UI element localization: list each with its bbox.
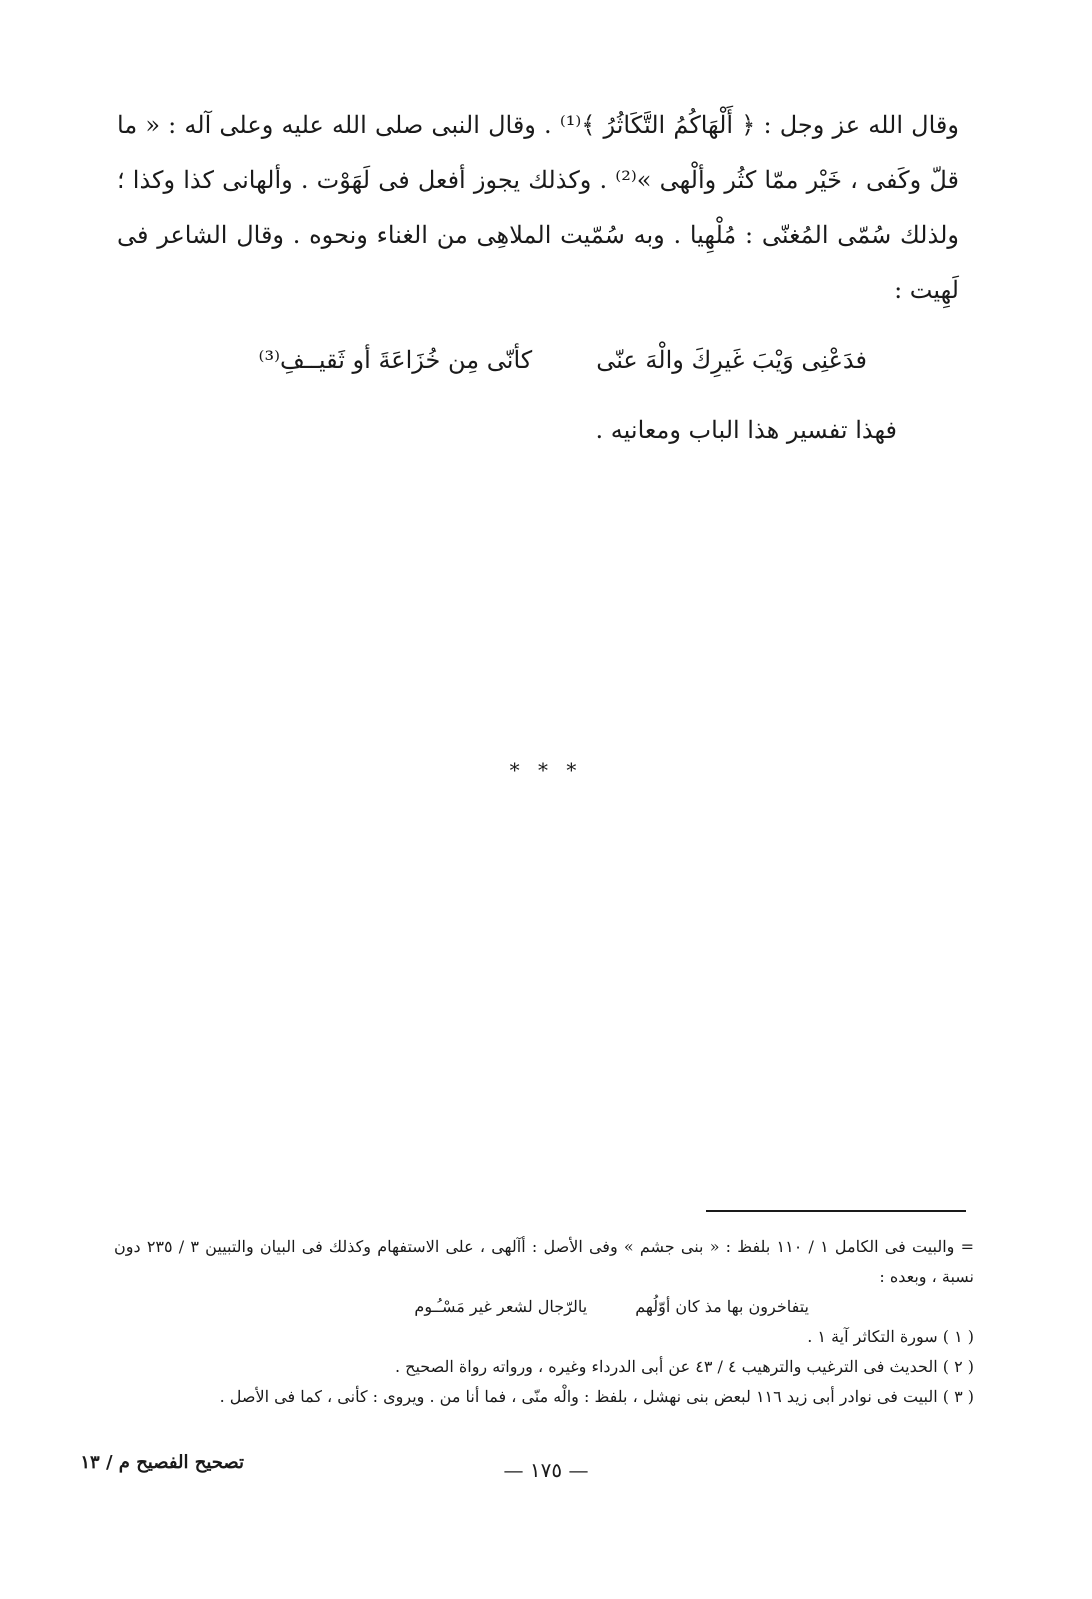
closing-sentence: فهذا تفسير هذا الباب ومعانيه . <box>595 416 897 444</box>
section-separator: * * * <box>509 758 583 782</box>
footnote-3: ( ٣ ) البيت فى نوادر أبى زيد ١١٦ لبعض بنى نهشل ، بلفظ : والْه منّى ، فما أنا من . ويروى : كأنى ، كما فى الأصل . <box>219 1387 974 1406</box>
main-paragraph: وقال الله عز وجل : ﴿ أَلْهَاكُمُ التَّكَاثُرُ ﴾⁽¹⁾ . وقال النبى صلى الله عليه وعلى آله : « ما قلّ وكَفى ، خَيْر ممّا كثُر وألْهى »⁽²⁾ . وكذلك يجوز أفعل فى لَهَوْت . وألهانى كذا وكذا ؛ ولذلك سُمّى المُغنّى : مُلْهِيا . وبه سُمّيت الملاهِى من الغناء ونحوه . وقال الشاعر فى لَهِيت : <box>117 111 959 304</box>
footnotes-block <box>114 1232 974 1412</box>
footnote-divider <box>706 1210 966 1212</box>
poem-verse <box>167 340 867 380</box>
footnote-verse-second-hemistich: يالرّجال لشعر غير مَسْـُـوم <box>414 1297 588 1316</box>
footnote-verse-first-hemistich: يتفاخرون بها مذ كان أوّلُهم <box>635 1297 809 1316</box>
footnote-1: ( ١ ) سورة التكاثر آية ١ . <box>807 1327 974 1346</box>
verse-second-hemistich: كأنّى مِن خُزَاعَةَ أو ثَقيــفِ⁽³⁾ <box>258 346 533 374</box>
verse-first-hemistich: فدَعْنِى وَيْبَ غَيرِكَ والْهَ عنّى <box>596 346 867 374</box>
signature-mark: تصحيح الفصيح م / ١٣ <box>80 1452 244 1473</box>
page-footer <box>0 1452 1092 1492</box>
footnote-2: ( ٢ ) الحديث فى الترغيب والترهيب ٤ / ٤٣ عن أبى الدرداء وغيره ، ورواته رواة الصحيح . <box>394 1357 974 1376</box>
page-number: — ١٧٥ — <box>503 1458 589 1482</box>
footnote-continuation: = والبيت فى الكامل ١ / ١١٠ بلفظ : « بنى جشم » وفى الأصل : أآلهى ، على الاستفهام وكذلك فى البيان والتبيين ٣ / ٢٣٥ دون نسبة ، وبعده : <box>114 1237 975 1286</box>
main-text-block <box>117 98 959 318</box>
footnote-verse <box>114 1292 974 1322</box>
